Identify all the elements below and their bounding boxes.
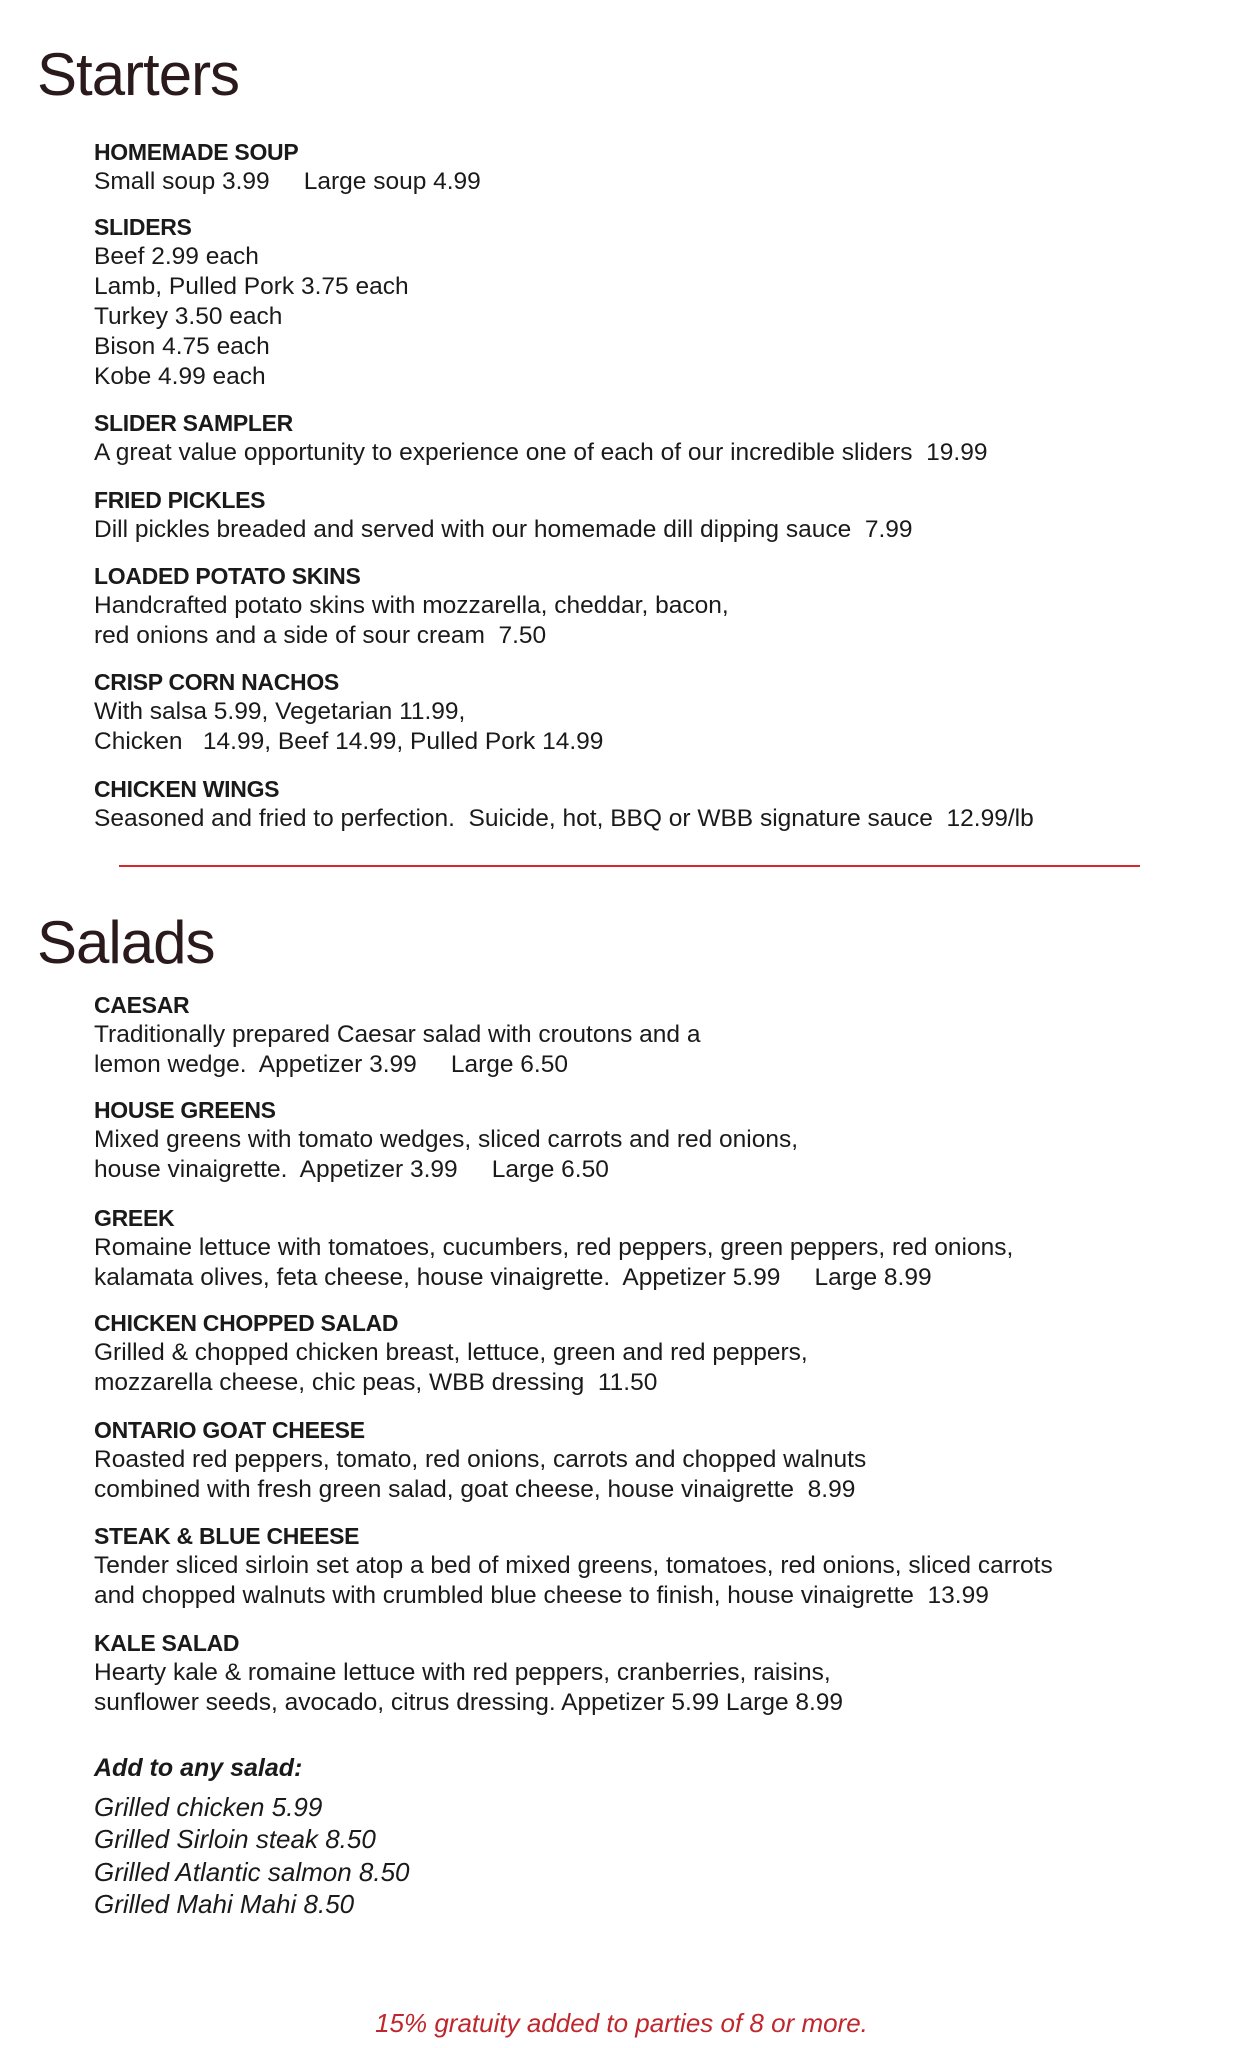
menu-item-description: combined with fresh green salad, goat cheese, house vinaigrette 8.99 [94,1476,856,1503]
menu-item-description: A great value opportunity to experience one of each of our incredible sliders 19.99 [94,439,988,466]
menu-item [94,1095,1214,1185]
menu-item-description: Traditionally prepared Caesar salad with croutons and a [94,1021,701,1048]
menu-item-description: Handcrafted potato skins with mozzarella, cheddar, bacon, [94,592,729,619]
menu-item-description: kalamata olives, feta cheese, house vinaigrette. Appetizer 5.99 Large 8.99 [94,1264,932,1291]
menu-item-name: HOUSE GREENS [94,1097,276,1123]
menu-item-name: SLIDERS [94,214,192,240]
menu-item-name: GREEK [94,1205,175,1231]
menu-item-name: FRIED PICKLES [94,487,266,513]
menu-item-description: With salsa 5.99, Vegetarian 11.99, [94,698,466,725]
menu-item-description: sunflower seeds, avocado, citrus dressing. Appetizer 5.99 Large 8.99 [94,1689,844,1716]
menu-item-description: Turkey 3.50 each [94,303,283,330]
addon-item: Grilled Mahi Mahi 8.50 [94,1889,355,1920]
menu-item-name: CHICKEN CHOPPED SALAD [94,1310,399,1336]
menu-item-description: Chicken 14.99, Beef 14.99, Pulled Pork 14.99 [94,728,604,755]
menu-item-name: CAESAR [94,992,190,1018]
menu-item-name: ONTARIO GOAT CHEESE [94,1417,365,1443]
menu-item-description: Beef 2.99 each [94,243,259,270]
menu-item-description: house vinaigrette. Appetizer 3.99 Large 6.50 [94,1156,609,1183]
menu-item-description: and chopped walnuts with crumbled blue cheese to finish, house vinaigrette 13.99 [94,1582,989,1609]
menu-item [94,408,1214,468]
menu-item [94,485,1214,545]
menu-item [94,1415,1214,1505]
menu-item-name: LOADED POTATO SKINS [94,563,361,589]
menu-item-name: HOMEMADE SOUP [94,139,299,165]
menu-item [94,1203,1214,1293]
menu-item-description: Lamb, Pulled Pork 3.75 each [94,273,409,300]
menu-item-description: lemon wedge. Appetizer 3.99 Large 6.50 [94,1051,568,1078]
menu-item-description: Mixed greens with tomato wedges, sliced carrots and red onions, [94,1126,799,1153]
menu-item-name: STEAK & BLUE CHEESE [94,1523,360,1549]
menu-item [94,561,1214,651]
addon-item: Grilled Sirloin steak 8.50 [94,1824,376,1855]
addon-title: Add to any salad: [94,1754,303,1782]
menu-item-description: mozzarella cheese, chic peas, WBB dressing 11.50 [94,1369,658,1396]
menu-item-description: Hearty kale & romaine lettuce with red peppers, cranberries, raisins, [94,1659,831,1686]
menu-item-description: Tender sliced sirloin set atop a bed of mixed greens, tomatoes, red onions, sliced carrots [94,1552,1053,1579]
menu-item-description: Bison 4.75 each [94,333,270,360]
menu-item [94,212,1214,392]
menu-item-description: Grilled & chopped chicken breast, lettuce, green and red peppers, [94,1339,808,1366]
menu-item-description: Roasted red peppers, tomato, red onions, carrots and chopped walnuts [94,1446,867,1473]
addon-item: Grilled Atlantic salmon 8.50 [94,1856,410,1887]
menu-item-description: Romaine lettuce with tomatoes, cucumbers, red peppers, green peppers, red onions, [94,1234,1014,1261]
menu-item [94,1628,1214,1718]
menu-item-description: Kobe 4.99 each [94,363,266,390]
menu-item-name: CHICKEN WINGS [94,776,280,802]
gratuity-note: 15% gratuity added to parties of 8 or more. [375,2008,868,2038]
menu-item [94,667,1214,757]
menu-item-description: Seasoned and fried to perfection. Suicide, hot, BBQ or WBB signature sauce 12.99/lb [94,805,1034,832]
menu-item-description: Dill pickles breaded and served with our homemade dill dipping sauce 7.99 [94,516,913,543]
menu-item-description: Small soup 3.99 Large soup 4.99 [94,168,481,195]
menu-item-name: CRISP CORN NACHOS [94,669,339,695]
menu-item [94,990,1214,1080]
section-divider [119,865,1140,867]
menu-item-name: SLIDER SAMPLER [94,410,293,436]
salads-title: Salads [37,909,215,976]
menu-item [94,137,1214,197]
menu-item-description: red onions and a side of sour cream 7.50 [94,622,547,649]
menu-item [94,1521,1214,1611]
menu-item-name: KALE SALAD [94,1630,240,1656]
addon-list [94,1791,410,1921]
menu-item [94,774,1214,834]
starters-title: Starters [37,41,240,108]
menu-item [94,1308,1214,1398]
addon-item: Grilled chicken 5.99 [94,1792,323,1822]
